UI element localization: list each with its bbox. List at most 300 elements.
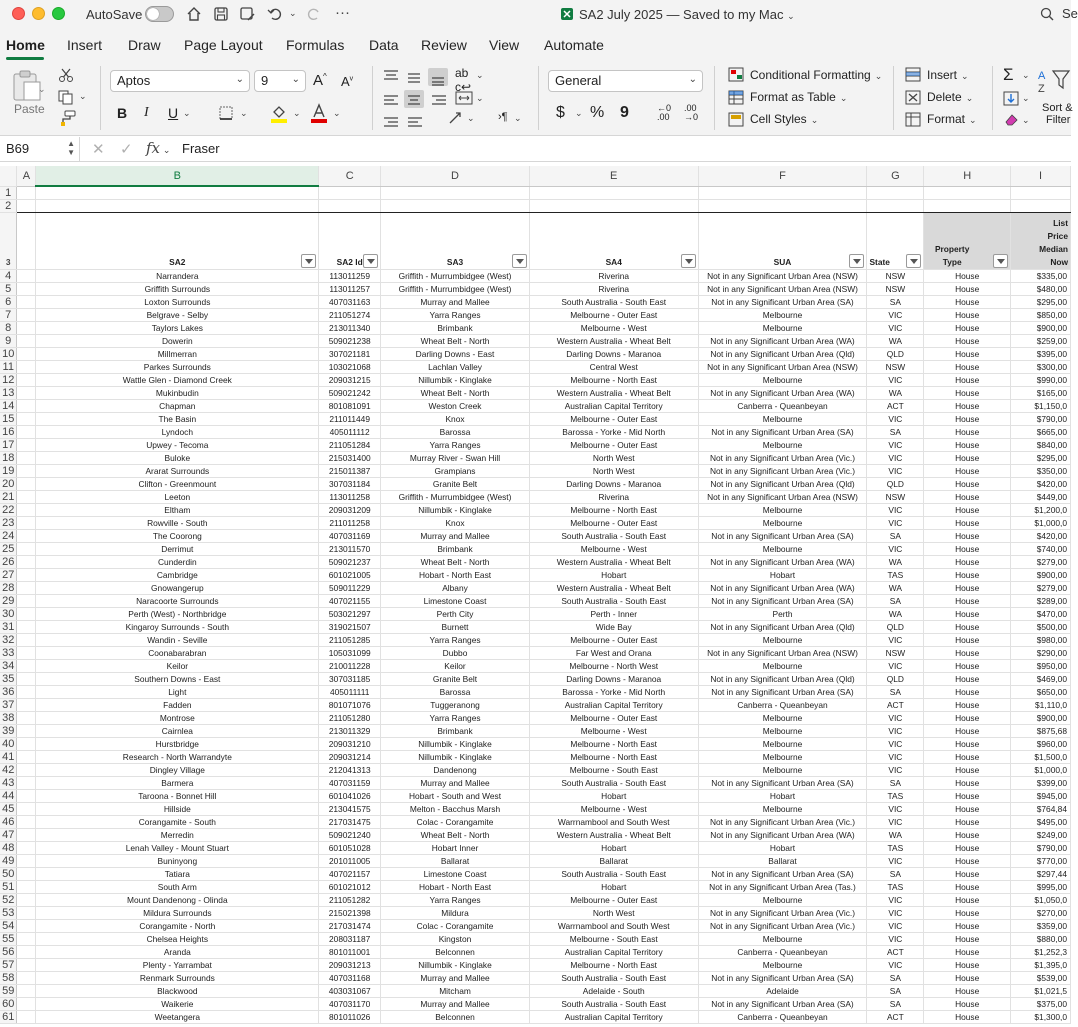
cell-property-type[interactable]: House bbox=[924, 282, 1011, 295]
cell-a[interactable] bbox=[17, 802, 36, 815]
cell[interactable] bbox=[319, 199, 381, 212]
row-header[interactable]: 49 bbox=[0, 854, 17, 867]
cell-sa2-id[interactable]: 601021012 bbox=[319, 880, 381, 893]
cell-property-type[interactable]: House bbox=[924, 867, 1011, 880]
cell-sua[interactable]: Hobart bbox=[698, 568, 867, 581]
cell-property-type[interactable]: House bbox=[924, 490, 1011, 503]
cell-property-type[interactable]: House bbox=[924, 620, 1011, 633]
cell-state[interactable]: VIC bbox=[867, 893, 924, 906]
cell-sa2-id[interactable]: 213011340 bbox=[319, 321, 381, 334]
cell-property-type[interactable]: House bbox=[924, 321, 1011, 334]
fill-color-icon[interactable] bbox=[270, 103, 288, 123]
cell-state[interactable]: VIC bbox=[867, 802, 924, 815]
cell-sa2-id[interactable]: 210011228 bbox=[319, 659, 381, 672]
cell-sa3[interactable]: Kingston bbox=[381, 932, 530, 945]
cell-a[interactable] bbox=[17, 529, 36, 542]
cell-a[interactable] bbox=[17, 477, 36, 490]
cell-property-type[interactable]: House bbox=[924, 815, 1011, 828]
cell-a[interactable] bbox=[17, 815, 36, 828]
cell-list-price[interactable]: $1,300,0 bbox=[1011, 1010, 1071, 1023]
row-header[interactable]: 38 bbox=[0, 711, 17, 724]
cell-list-price[interactable]: $1,021,5 bbox=[1011, 984, 1071, 997]
cell-a[interactable] bbox=[17, 373, 36, 386]
cell-sa4[interactable]: Melbourne - Outer East bbox=[529, 412, 698, 425]
cell-sua[interactable]: Ballarat bbox=[698, 854, 867, 867]
cell-state[interactable]: VIC bbox=[867, 919, 924, 932]
cell-sa3[interactable]: Colac - Corangamite bbox=[381, 919, 530, 932]
cell-sa4[interactable]: Western Australia - Wheat Belt bbox=[529, 386, 698, 399]
number-format-dropdown[interactable] bbox=[548, 70, 703, 92]
select-all-corner[interactable] bbox=[0, 166, 17, 186]
cell-state[interactable]: VIC bbox=[867, 750, 924, 763]
row-header[interactable]: 3 bbox=[0, 212, 17, 269]
cell-sa4[interactable]: South Australia - South East bbox=[529, 529, 698, 542]
cell-state[interactable]: VIC bbox=[867, 412, 924, 425]
cell-a[interactable] bbox=[17, 542, 36, 555]
row-header[interactable]: 4 bbox=[0, 269, 17, 282]
cell-list-price[interactable]: $1,252,3 bbox=[1011, 945, 1071, 958]
cell-sua[interactable]: Not in any Significant Urban Area (SA) bbox=[698, 529, 867, 542]
autosum-icon[interactable]: Σ bbox=[1003, 65, 1014, 84]
cell-sa2[interactable]: Plenty - Yarrambat bbox=[36, 958, 319, 971]
cell-sa2-id[interactable]: 307031185 bbox=[319, 672, 381, 685]
cell-property-type[interactable]: House bbox=[924, 672, 1011, 685]
cell-sa3[interactable]: Murray and Mallee bbox=[381, 971, 530, 984]
cell-sa4[interactable]: Hobart bbox=[529, 880, 698, 893]
cell-sa4[interactable]: Riverina bbox=[529, 282, 698, 295]
column-header-b[interactable]: B bbox=[36, 166, 319, 186]
cell-state[interactable]: ACT bbox=[867, 399, 924, 412]
cell-state[interactable]: QLD bbox=[867, 672, 924, 685]
paste-dropdown-chevron-icon[interactable]: ⌄ bbox=[38, 84, 46, 94]
cell-list-price[interactable]: $469,00 bbox=[1011, 672, 1071, 685]
cell-list-price[interactable]: $395,00 bbox=[1011, 347, 1071, 360]
orientation-chevron-down-icon[interactable]: ⌄ bbox=[467, 113, 475, 123]
cell-sa3[interactable]: Nillumbik - Kinglake bbox=[381, 958, 530, 971]
row-header[interactable]: 17 bbox=[0, 438, 17, 451]
filter-dropdown-button[interactable] bbox=[301, 254, 316, 268]
cell-sa3[interactable]: Murray and Mallee bbox=[381, 529, 530, 542]
cell-state[interactable]: VIC bbox=[867, 815, 924, 828]
cell-sua[interactable]: Melbourne bbox=[698, 503, 867, 516]
cell-sa2-id[interactable]: 509011229 bbox=[319, 581, 381, 594]
cell-sa2[interactable]: Ararat Surrounds bbox=[36, 464, 319, 477]
cell[interactable] bbox=[319, 186, 381, 199]
cell-sa3[interactable]: Hobart Inner bbox=[381, 841, 530, 854]
cell-state[interactable]: VIC bbox=[867, 464, 924, 477]
cell-list-price[interactable]: $420,00 bbox=[1011, 529, 1071, 542]
cell-sua[interactable]: Canberra - Queanbeyan bbox=[698, 698, 867, 711]
row-header[interactable]: 11 bbox=[0, 360, 17, 373]
cell-sa3[interactable]: Yarra Ranges bbox=[381, 711, 530, 724]
cell-sa2-id[interactable]: 105031099 bbox=[319, 646, 381, 659]
cell-sa4[interactable]: Barossa - Yorke - Mid North bbox=[529, 685, 698, 698]
cell-sua[interactable]: Not in any Significant Urban Area (Qld) bbox=[698, 672, 867, 685]
cell-sa4[interactable]: Ballarat bbox=[529, 854, 698, 867]
cell-a[interactable] bbox=[17, 269, 36, 282]
cell-sa4[interactable]: Melbourne - South East bbox=[529, 763, 698, 776]
cell-sa2[interactable]: Parkes Surrounds bbox=[36, 360, 319, 373]
cell-state[interactable]: VIC bbox=[867, 932, 924, 945]
header-cell-sua[interactable] bbox=[698, 212, 867, 269]
tab-data[interactable]: Data bbox=[369, 37, 399, 53]
cell-sa2[interactable]: Gnowangerup bbox=[36, 581, 319, 594]
cell-sa3[interactable]: Murray and Mallee bbox=[381, 997, 530, 1010]
cell-list-price[interactable]: $1,395,0 bbox=[1011, 958, 1071, 971]
row-header[interactable]: 16 bbox=[0, 425, 17, 438]
cell-sa4[interactable]: Perth - Inner bbox=[529, 607, 698, 620]
cell-property-type[interactable]: House bbox=[924, 958, 1011, 971]
home-icon[interactable] bbox=[185, 5, 203, 23]
cell-sua[interactable]: Not in any Significant Urban Area (WA) bbox=[698, 581, 867, 594]
cell-a[interactable] bbox=[17, 464, 36, 477]
cell-state[interactable]: VIC bbox=[867, 763, 924, 776]
cell-sa4[interactable]: Warrnambool and South West bbox=[529, 815, 698, 828]
cell-sa3[interactable]: Perth City bbox=[381, 607, 530, 620]
cell[interactable] bbox=[698, 199, 867, 212]
row-header[interactable]: 1 bbox=[0, 186, 17, 199]
cell-sa2[interactable]: Perth (West) - Northbridge bbox=[36, 607, 319, 620]
cell-state[interactable]: VIC bbox=[867, 438, 924, 451]
cell-sa3[interactable]: Nillumbik - Kinglake bbox=[381, 503, 530, 516]
filter-dropdown-button[interactable] bbox=[906, 254, 921, 268]
row-header[interactable]: 42 bbox=[0, 763, 17, 776]
cell-state[interactable]: QLD bbox=[867, 477, 924, 490]
cell-property-type[interactable]: House bbox=[924, 1010, 1011, 1023]
cell-state[interactable]: NSW bbox=[867, 269, 924, 282]
cell-a[interactable] bbox=[17, 451, 36, 464]
cell-state[interactable]: VIC bbox=[867, 711, 924, 724]
cell-sa2-id[interactable]: 601051028 bbox=[319, 841, 381, 854]
cell-a[interactable] bbox=[17, 984, 36, 997]
cell-sa2[interactable]: Mukinbudin bbox=[36, 386, 319, 399]
cell-sua[interactable]: Not in any Significant Urban Area (Vic.) bbox=[698, 464, 867, 477]
orientation-icon[interactable] bbox=[447, 110, 465, 126]
autosum-chevron-down-icon[interactable]: ⌄ bbox=[1022, 70, 1030, 80]
cell-sa4[interactable]: North West bbox=[529, 464, 698, 477]
undo-icon[interactable] bbox=[266, 5, 284, 23]
cell-sa4[interactable]: Melbourne - North East bbox=[529, 737, 698, 750]
cell-property-type[interactable]: House bbox=[924, 971, 1011, 984]
cell-sa3[interactable]: Murray and Mallee bbox=[381, 295, 530, 308]
cell-sa4[interactable]: Melbourne - North East bbox=[529, 958, 698, 971]
cell-sua[interactable]: Not in any Significant Urban Area (WA) bbox=[698, 828, 867, 841]
cell-state[interactable]: SA bbox=[867, 529, 924, 542]
cell-sa4[interactable]: Melbourne - West bbox=[529, 542, 698, 555]
row-header[interactable]: 51 bbox=[0, 880, 17, 893]
cell-list-price[interactable]: $875,68 bbox=[1011, 724, 1071, 737]
cell-sa2[interactable]: Corangamite - South bbox=[36, 815, 319, 828]
cell-list-price[interactable]: $1,500,0 bbox=[1011, 750, 1071, 763]
cell-sa4[interactable]: Warrnambool and South West bbox=[529, 919, 698, 932]
cell-list-price[interactable]: $1,200,0 bbox=[1011, 503, 1071, 516]
cell-a[interactable] bbox=[17, 932, 36, 945]
cell-a[interactable] bbox=[17, 776, 36, 789]
worksheet-grid[interactable] bbox=[0, 166, 1071, 1027]
cell-state[interactable]: SA bbox=[867, 295, 924, 308]
cell-a[interactable] bbox=[17, 503, 36, 516]
cell-sa4[interactable]: Australian Capital Territory bbox=[529, 399, 698, 412]
filter-dropdown-button[interactable] bbox=[681, 254, 696, 268]
row-header[interactable]: 35 bbox=[0, 672, 17, 685]
cell-sa3[interactable]: Murray and Mallee bbox=[381, 776, 530, 789]
cell-sa3[interactable]: Belconnen bbox=[381, 945, 530, 958]
cell-sa3[interactable]: Griffith - Murrumbidgee (West) bbox=[381, 490, 530, 503]
cell-property-type[interactable]: House bbox=[924, 568, 1011, 581]
cell[interactable] bbox=[36, 199, 319, 212]
cell-sa4[interactable]: Melbourne - South East bbox=[529, 932, 698, 945]
cell-property-type[interactable]: House bbox=[924, 945, 1011, 958]
cell-sa2-id[interactable]: 509021240 bbox=[319, 828, 381, 841]
column-header-g[interactable]: G bbox=[867, 166, 924, 186]
cell-a[interactable] bbox=[17, 685, 36, 698]
cell-state[interactable]: VIC bbox=[867, 633, 924, 646]
cell-sa4[interactable]: South Australia - South East bbox=[529, 776, 698, 789]
cell-property-type[interactable]: House bbox=[924, 646, 1011, 659]
cell-list-price[interactable]: $259,00 bbox=[1011, 334, 1071, 347]
cell-state[interactable]: VIC bbox=[867, 373, 924, 386]
row-header[interactable]: 18 bbox=[0, 451, 17, 464]
cell-list-price[interactable]: $399,00 bbox=[1011, 776, 1071, 789]
cell-a[interactable] bbox=[17, 360, 36, 373]
cell-sa3[interactable]: Grampians bbox=[381, 464, 530, 477]
tab-insert[interactable]: Insert bbox=[67, 37, 103, 53]
cell-sa2[interactable]: Waikerie bbox=[36, 997, 319, 1010]
cell-property-type[interactable]: House bbox=[924, 334, 1011, 347]
cell-sa2-id[interactable]: 319021507 bbox=[319, 620, 381, 633]
header-cell-sa3[interactable] bbox=[381, 212, 530, 269]
cell-sa2[interactable]: Millmerran bbox=[36, 347, 319, 360]
cell-list-price[interactable]: $850,00 bbox=[1011, 308, 1071, 321]
cell-list-price[interactable]: $279,00 bbox=[1011, 555, 1071, 568]
cell-sa2[interactable]: Narrandera bbox=[36, 269, 319, 282]
tab-draw[interactable]: Draw bbox=[128, 37, 161, 53]
cell-property-type[interactable]: House bbox=[924, 776, 1011, 789]
cell-list-price[interactable]: $290,00 bbox=[1011, 646, 1071, 659]
cell-state[interactable]: QLD bbox=[867, 620, 924, 633]
row-header[interactable]: 13 bbox=[0, 386, 17, 399]
cell-state[interactable]: WA bbox=[867, 828, 924, 841]
cell-sa3[interactable]: Belconnen bbox=[381, 1010, 530, 1023]
cell-list-price[interactable]: $840,00 bbox=[1011, 438, 1071, 451]
cell-state[interactable]: ACT bbox=[867, 945, 924, 958]
close-window-button[interactable] bbox=[12, 7, 25, 20]
cell-sa2[interactable]: Keilor bbox=[36, 659, 319, 672]
cell-sa2-id[interactable]: 209031213 bbox=[319, 958, 381, 971]
cell-state[interactable]: VIC bbox=[867, 724, 924, 737]
cell-property-type[interactable]: House bbox=[924, 477, 1011, 490]
cell-sa3[interactable]: Melton - Bacchus Marsh bbox=[381, 802, 530, 815]
cell-sua[interactable]: Hobart bbox=[698, 789, 867, 802]
cell-a[interactable] bbox=[17, 386, 36, 399]
cell-sa3[interactable]: Mitcham bbox=[381, 984, 530, 997]
cell-sua[interactable]: Canberra - Queanbeyan bbox=[698, 1010, 867, 1023]
cell-list-price[interactable]: $470,00 bbox=[1011, 607, 1071, 620]
cell-sa2-id[interactable]: 215031400 bbox=[319, 451, 381, 464]
cell-sa3[interactable]: Albany bbox=[381, 581, 530, 594]
cell-list-price[interactable]: $770,00 bbox=[1011, 854, 1071, 867]
cell-sa3[interactable]: Brimbank bbox=[381, 724, 530, 737]
cell-list-price[interactable]: $1,000,0 bbox=[1011, 516, 1071, 529]
cell-a[interactable] bbox=[17, 867, 36, 880]
cell-sa4[interactable]: Hobart bbox=[529, 841, 698, 854]
row-header[interactable]: 14 bbox=[0, 399, 17, 412]
cell-property-type[interactable]: House bbox=[924, 659, 1011, 672]
bold-button[interactable]: B bbox=[117, 105, 128, 121]
row-header[interactable]: 55 bbox=[0, 932, 17, 945]
cell-state[interactable]: SA bbox=[867, 971, 924, 984]
cell-sa2-id[interactable]: 405011111 bbox=[319, 685, 381, 698]
cell-sa2-id[interactable]: 407031163 bbox=[319, 295, 381, 308]
autosave-toggle[interactable] bbox=[145, 6, 174, 22]
cell-sa2[interactable]: Southern Downs - East bbox=[36, 672, 319, 685]
cell-sa4[interactable]: Hobart bbox=[529, 789, 698, 802]
cell-list-price[interactable]: $1,000,0 bbox=[1011, 763, 1071, 776]
cell-a[interactable] bbox=[17, 438, 36, 451]
cell-property-type[interactable]: House bbox=[924, 347, 1011, 360]
row-header[interactable]: 34 bbox=[0, 659, 17, 672]
cell-state[interactable]: VIC bbox=[867, 503, 924, 516]
cell-sa3[interactable]: Wheat Belt - North bbox=[381, 386, 530, 399]
cell-sa3[interactable]: Mildura bbox=[381, 906, 530, 919]
cell-list-price[interactable]: $740,00 bbox=[1011, 542, 1071, 555]
cell[interactable] bbox=[1011, 186, 1071, 199]
cell-sua[interactable]: Not in any Significant Urban Area (SA) bbox=[698, 867, 867, 880]
cell-sa2-id[interactable]: 211051280 bbox=[319, 711, 381, 724]
cell-sua[interactable]: Perth bbox=[698, 607, 867, 620]
cell[interactable] bbox=[867, 186, 924, 199]
tab-home[interactable]: Home bbox=[6, 37, 45, 53]
cell-state[interactable]: NSW bbox=[867, 282, 924, 295]
cell-sua[interactable]: Hobart bbox=[698, 841, 867, 854]
cell-sa2-id[interactable]: 407031168 bbox=[319, 971, 381, 984]
cell-sua[interactable]: Not in any Significant Urban Area (WA) bbox=[698, 555, 867, 568]
tab-automate[interactable]: Automate bbox=[544, 37, 604, 53]
cell-list-price[interactable]: $1,050,0 bbox=[1011, 893, 1071, 906]
cell-sa2[interactable]: Buninyong bbox=[36, 854, 319, 867]
decrease-font-size-button[interactable]: $A^v$ bbox=[341, 74, 354, 89]
cell-sua[interactable]: Melbourne bbox=[698, 516, 867, 529]
cell-a[interactable] bbox=[17, 633, 36, 646]
row-header[interactable]: 43 bbox=[0, 776, 17, 789]
font-name-dropdown[interactable] bbox=[110, 70, 250, 92]
cell-sa2[interactable]: Wattle Glen - Diamond Creek bbox=[36, 373, 319, 386]
cell-sua[interactable]: Melbourne bbox=[698, 711, 867, 724]
cell-sa2-id[interactable]: 407031159 bbox=[319, 776, 381, 789]
cell-list-price[interactable]: $165,00 bbox=[1011, 386, 1071, 399]
cell-a[interactable] bbox=[17, 711, 36, 724]
cell-list-price[interactable]: $480,00 bbox=[1011, 282, 1071, 295]
cell-sa4[interactable]: Darling Downs - Maranoa bbox=[529, 477, 698, 490]
cell-sua[interactable]: Not in any Significant Urban Area (WA) bbox=[698, 386, 867, 399]
cell-list-price[interactable]: $764,84 bbox=[1011, 802, 1071, 815]
cell-state[interactable]: SA bbox=[867, 997, 924, 1010]
cell-sa4[interactable]: Wide Bay bbox=[529, 620, 698, 633]
cell-state[interactable]: WA bbox=[867, 607, 924, 620]
cell-list-price[interactable]: $539,00 bbox=[1011, 971, 1071, 984]
cell-sa2-id[interactable]: 307021181 bbox=[319, 347, 381, 360]
cell-list-price[interactable]: $420,00 bbox=[1011, 477, 1071, 490]
row-header[interactable]: 2 bbox=[0, 199, 17, 212]
cell-sua[interactable]: Not in any Significant Urban Area (Qld) bbox=[698, 620, 867, 633]
header-cell-property-type[interactable] bbox=[924, 212, 1011, 269]
cell-sa2[interactable]: Merredin bbox=[36, 828, 319, 841]
cell-list-price[interactable]: $375,00 bbox=[1011, 997, 1071, 1010]
underline-button[interactable]: U bbox=[168, 105, 179, 121]
cell-sua[interactable]: Melbourne bbox=[698, 724, 867, 737]
cell-sa2-id[interactable]: 407021155 bbox=[319, 594, 381, 607]
cell-a[interactable] bbox=[17, 1010, 36, 1023]
cell-sua[interactable]: Not in any Significant Urban Area (Vic.) bbox=[698, 815, 867, 828]
cell-sa3[interactable]: Knox bbox=[381, 516, 530, 529]
increase-font-size-button[interactable]: A^ bbox=[313, 72, 327, 89]
filter-dropdown-button[interactable] bbox=[993, 254, 1008, 268]
conditional-formatting-button[interactable]: Conditional Formatting ⌄ bbox=[750, 68, 883, 82]
cell-sua[interactable]: Not in any Significant Urban Area (Vic.) bbox=[698, 451, 867, 464]
cell-sa2[interactable]: Weetangera bbox=[36, 1010, 319, 1023]
cell-list-price[interactable]: $900,00 bbox=[1011, 711, 1071, 724]
row-header[interactable]: 47 bbox=[0, 828, 17, 841]
currency-chevron-down-icon[interactable]: ⌄ bbox=[575, 108, 583, 118]
cell[interactable] bbox=[924, 199, 1011, 212]
undo-dropdown-chevron-icon[interactable]: ⌄ bbox=[289, 8, 297, 18]
cell-sa4[interactable]: Melbourne - Outer East bbox=[529, 893, 698, 906]
cell-sa3[interactable]: Yarra Ranges bbox=[381, 633, 530, 646]
cell-state[interactable]: ACT bbox=[867, 698, 924, 711]
cell-property-type[interactable]: House bbox=[924, 308, 1011, 321]
row-header[interactable]: 8 bbox=[0, 321, 17, 334]
cell-sa3[interactable]: Weston Creek bbox=[381, 399, 530, 412]
cell-property-type[interactable]: House bbox=[924, 841, 1011, 854]
cell-sa3[interactable]: Limestone Coast bbox=[381, 594, 530, 607]
cell-sua[interactable]: Melbourne bbox=[698, 763, 867, 776]
cell-property-type[interactable]: House bbox=[924, 503, 1011, 516]
minimize-window-button[interactable] bbox=[32, 7, 45, 20]
clear-chevron-down-icon[interactable]: ⌄ bbox=[1022, 115, 1030, 125]
cell-sa3[interactable]: Burnett bbox=[381, 620, 530, 633]
cell-sa3[interactable]: Nillumbik - Kinglake bbox=[381, 750, 530, 763]
cell-sa4[interactable]: South Australia - South East bbox=[529, 971, 698, 984]
cell-sa4[interactable]: Melbourne - West bbox=[529, 802, 698, 815]
cell-sa2[interactable]: Dingley Village bbox=[36, 763, 319, 776]
cell-sa3[interactable]: Darling Downs - East bbox=[381, 347, 530, 360]
cell-sua[interactable]: Canberra - Queanbeyan bbox=[698, 399, 867, 412]
delete-cells-button[interactable]: Delete ⌄ bbox=[927, 90, 974, 104]
cell-property-type[interactable]: House bbox=[924, 763, 1011, 776]
cell-a[interactable] bbox=[17, 646, 36, 659]
cell-sa3[interactable]: Granite Belt bbox=[381, 477, 530, 490]
row-header[interactable]: 39 bbox=[0, 724, 17, 737]
cell-a[interactable] bbox=[17, 308, 36, 321]
cell-sa2-id[interactable]: 801081091 bbox=[319, 399, 381, 412]
cell[interactable] bbox=[698, 186, 867, 199]
cell-sa2-id[interactable]: 215011387 bbox=[319, 464, 381, 477]
cell-sa2-id[interactable]: 211011449 bbox=[319, 412, 381, 425]
row-header[interactable]: 28 bbox=[0, 581, 17, 594]
cell-a[interactable] bbox=[17, 607, 36, 620]
cell-sua[interactable]: Not in any Significant Urban Area (Qld) bbox=[698, 477, 867, 490]
cell-styles-button[interactable]: Cell Styles ⌄ bbox=[750, 112, 819, 126]
cell-state[interactable]: SA bbox=[867, 984, 924, 997]
cell-sa4[interactable]: Australian Capital Territory bbox=[529, 698, 698, 711]
cell-sa2-id[interactable]: 405011112 bbox=[319, 425, 381, 438]
row-header[interactable]: 52 bbox=[0, 893, 17, 906]
cell-sa3[interactable]: Barossa bbox=[381, 685, 530, 698]
cell-list-price[interactable]: $900,00 bbox=[1011, 321, 1071, 334]
cell-list-price[interactable]: $880,00 bbox=[1011, 932, 1071, 945]
cell-sa3[interactable]: Wheat Belt - North bbox=[381, 555, 530, 568]
cell-sua[interactable]: Not in any Significant Urban Area (SA) bbox=[698, 295, 867, 308]
